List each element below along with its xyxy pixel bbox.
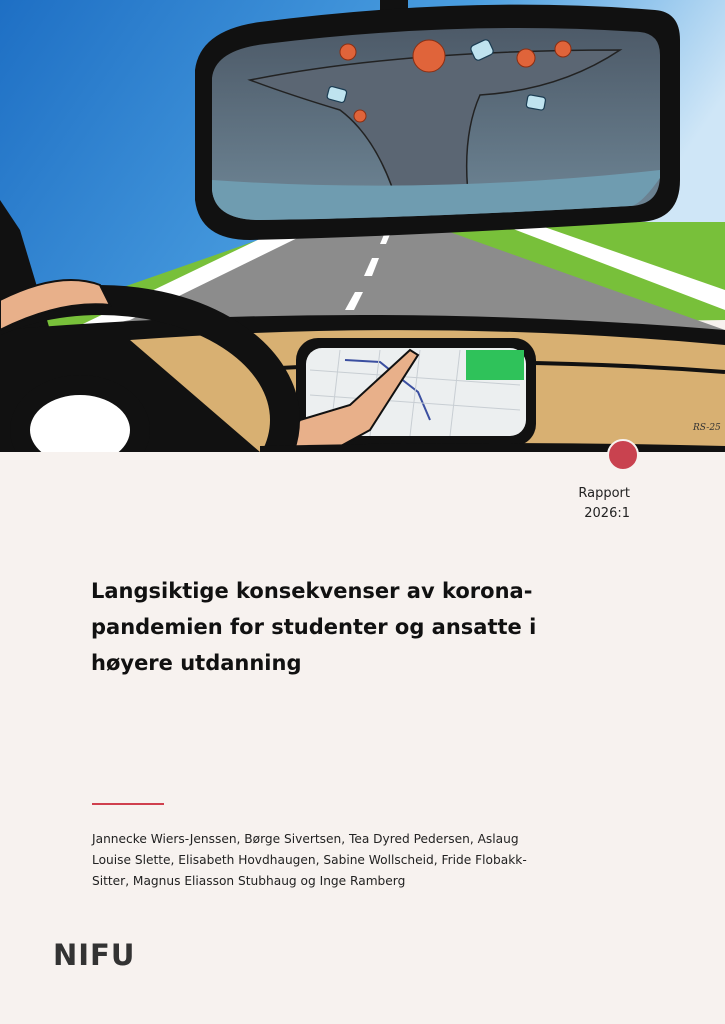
- divider-rule: [92, 803, 164, 805]
- report-number: 2026:1: [584, 506, 630, 521]
- artist-signature: RS-25: [693, 423, 721, 433]
- report-title: Langsiktige konsekvenser av korona-pandemien for studenter og ansatte i høyere utdanning: [91, 579, 537, 675]
- authors-list: Jannecke Wiers-Jenssen, Børge Sivertsen, Tea Dyred Pedersen, Aslaug Louise Slette, Elisabeth Hovdhaugen, Sabine Wollscheid, Fride Flobakk-Sitter, Magnus Eliasson Stubhaug og Inge Ramberg: [92, 832, 527, 888]
- nifu-logo: NIFU: [53, 938, 136, 972]
- accent-dot: [607, 439, 639, 471]
- cover-illustration: [0, 0, 725, 452]
- report-label: [578, 484, 630, 524]
- report-type: Rapport: [578, 486, 630, 501]
